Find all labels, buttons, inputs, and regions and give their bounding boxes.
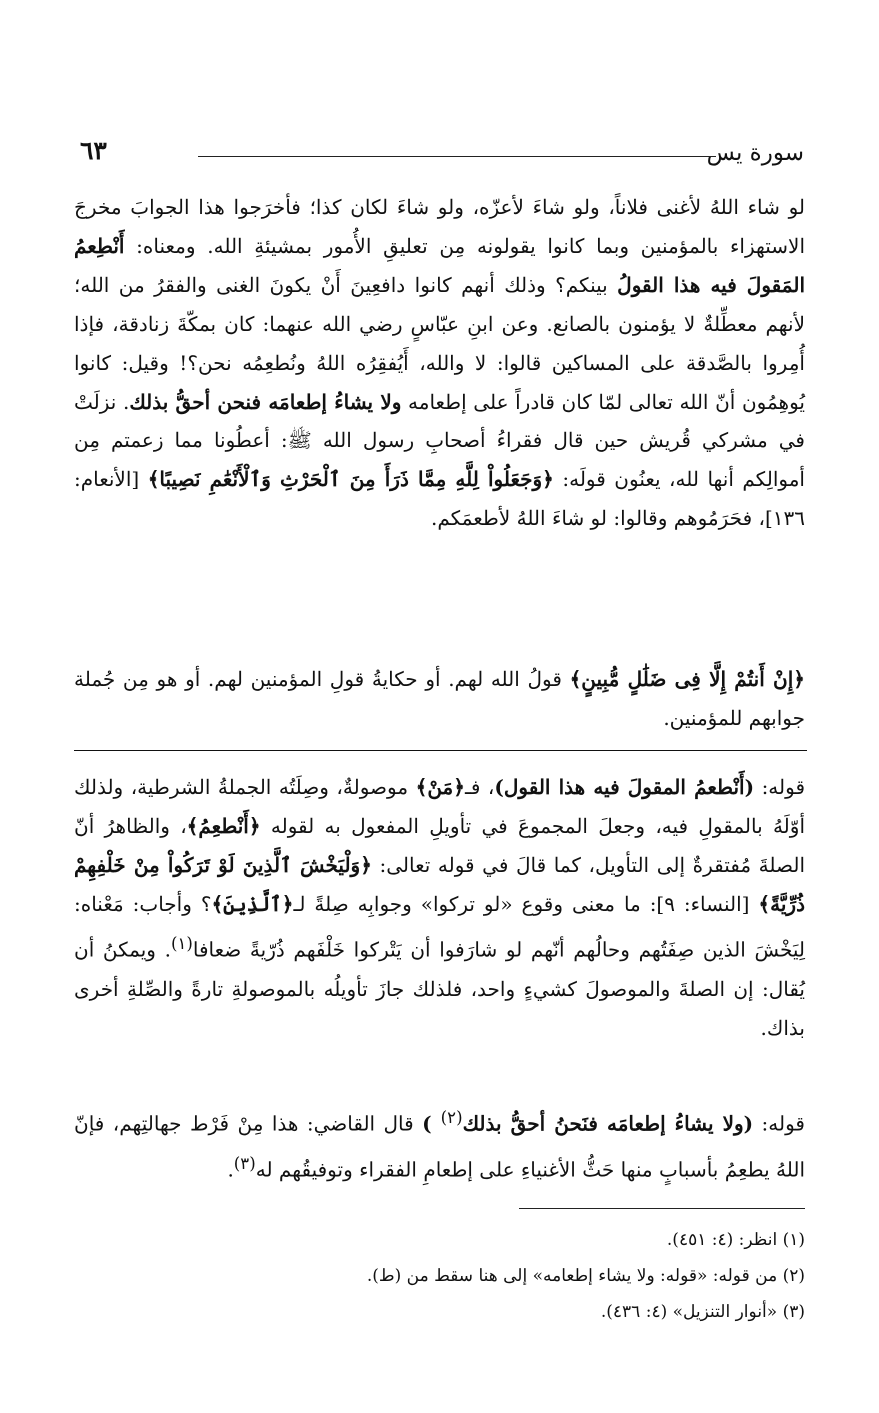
main-paragraph-2: [74, 660, 805, 737]
bold-phrase: ): [422, 1111, 441, 1136]
text-run: ، والظاهرُ أنّ الصلةَ مُفتقرةٌ إلى التأويل، كما قالَ في قوله تعالى:: [74, 814, 805, 877]
main-paragraph-1: [74, 188, 805, 538]
bold-phrase: ﴿مَنْ﴾: [415, 775, 465, 799]
bold-phrase: (ولا يشاءُ إطعامَه فنَحنُ أحقُّ بذلك: [462, 1111, 754, 1136]
page-header: [80, 136, 804, 176]
surah-title: سورة يس: [706, 140, 804, 166]
footnote-3: (٣) «أنوار التنزيل» (٤: ٤٣٦).: [600, 1302, 805, 1322]
header-rule: [198, 156, 716, 157]
bold-phrase: (أَنْطعمُ المقولَ فيه هذا القول): [494, 775, 755, 799]
footnote-1: (١) انظر: (٤: ٤٥١).: [666, 1230, 805, 1250]
text-run: ؟ وأجاب: مَعْناه: لِيَخْشَ الذين صِفَتُهم وحالُهم أنّهم لو شارَفوا أن يَتْركوا خَلْفَهم ذُرّيةً ضعافا: [74, 892, 805, 962]
commentary-paragraph-1: [74, 768, 805, 1048]
commentary-paragraph-2: [74, 1098, 805, 1189]
text-run: قولُ الله لهم. أو حكايةُ قولِ المؤمنين لهم. أو هو مِن جُملة جوابهم للمؤمنين.: [74, 667, 805, 730]
bold-phrase: أَنْطِعمُ المَقولَ فيه هذا القولُ: [74, 233, 805, 297]
section-divider: [74, 750, 807, 751]
bold-phrase: ولا يشاءُ إطعامَه فنحن أحقُّ بذلك: [129, 389, 402, 414]
text-run: [النساء: ٩]: ما معنى وقوع «لو تركوا» وجوابِه صِلةً لـ: [293, 892, 759, 916]
text-run: [الأنعام: ١٣٦]، فحَرَمُوهم وقالوا: لو شاءَ اللهُ لأطعمَكم.: [74, 467, 805, 531]
quran-verse: ﴿وَلْيَخْشَ ٱلَّذِينَ لَوْ تَرَكُواْ مِنْ خَلْفِهِمْ ذُرِّيَّةً﴾: [74, 853, 805, 916]
footnote-2: (٢) من قوله: «قوله: ولا يشاء إطعامه» إلى هنا سقط من (ط).: [366, 1266, 805, 1286]
footnotes: [85, 1222, 805, 1330]
quran-verse: ﴿وَجَعَلُواْ لِلَّهِ مِمَّا ذَرَأَ مِنَ ٱلْحَرْثِ وَٱلْأَنْعَٰمِ نَصِيبًا﴾: [147, 467, 554, 492]
text-run: ، فـ: [464, 775, 495, 799]
footnote-rule: [519, 1208, 805, 1209]
bold-phrase: ﴿ٱلَّذِينَ﴾: [211, 892, 294, 916]
text-run: .: [227, 1157, 234, 1182]
text-run: قال القاضي: هذا مِنْ فَرْط جهالتِهم، فإنّ اللهُ يطعِمُ بأسبابٍ منها حَثُّ الأغنياءِ على إطعامِ الفقراء وتوفيقُهم له: [74, 1111, 805, 1182]
text-run: قوله:: [754, 775, 806, 799]
footnote-ref[interactable]: (٢): [440, 1108, 463, 1127]
bold-phrase: ﴿أَنْطعِمُ﴾: [186, 814, 261, 838]
text-run: . نزلَتْ في مشركي قُريش حين قال فقراءُ أصحابِ رسول الله ﷺ: أعطُونا مما زعمتم مِن أموالِكم أنها لله، يعنُون قولَه:: [74, 389, 805, 492]
page-number: ٦٣: [80, 136, 107, 165]
footnote-ref[interactable]: (١): [170, 934, 193, 953]
quran-verse: ﴿إِنْ أَنتُمْ إِلَّا فِى ضَلَٰلٍ مُّبِينٍ﴾: [569, 667, 806, 691]
text-run: لو شاء اللهُ لأغنى فلاناً، ولو شاءَ لأعزّه، ولو شاءَ لكان كذا؛ فأخرَجوا هذا الجوابَ مخرجَ الاستهزاء بالمؤمنين وبما كانوا يقولونه مِن تعليقِ الأُمور بمشيئةِ الله. ومعناه:: [74, 195, 805, 258]
text-run: . ويمكنُ أن يُقال: إن الصلةَ والموصولَ كشيءٍ واحد، فلذلك جازَ تأويلُه بالموصولةِ تارةً والصِّلةِ أخرى بذاك.: [74, 937, 805, 1040]
text-run: قوله:: [753, 1111, 805, 1136]
text-run: موصولةٌ، وصِلَتُه الجملةُ الشرطية، ولذلك أوّلَهُ بالمقولِ فيه، وجعلَ المجموعَ في تأويلِ المفعول به لقوله: [74, 775, 805, 838]
footnote-ref[interactable]: (٣): [233, 1153, 256, 1173]
text-run: بينكم؟ وذلك أنهم كانوا دافعِينَ أَنْ يكونَ الغنى والفقرُ من الله؛ لأنهم معطِّلةٌ لا يؤمنون بالصانع. وعن ابنِ عبّاسٍ رضي الله عنهما: كان بمكّةَ زنادقة، فإذا أُمِروا بالصَّدقة على المساكين قالوا: لا والله، أَيُفقِرُه اللهُ ونُطعِمُه نحن؟! وقيل: كانوا يُوهِمُون أنّ الله تعالى لمّا كان قادراً على إطعامه: [74, 272, 805, 414]
